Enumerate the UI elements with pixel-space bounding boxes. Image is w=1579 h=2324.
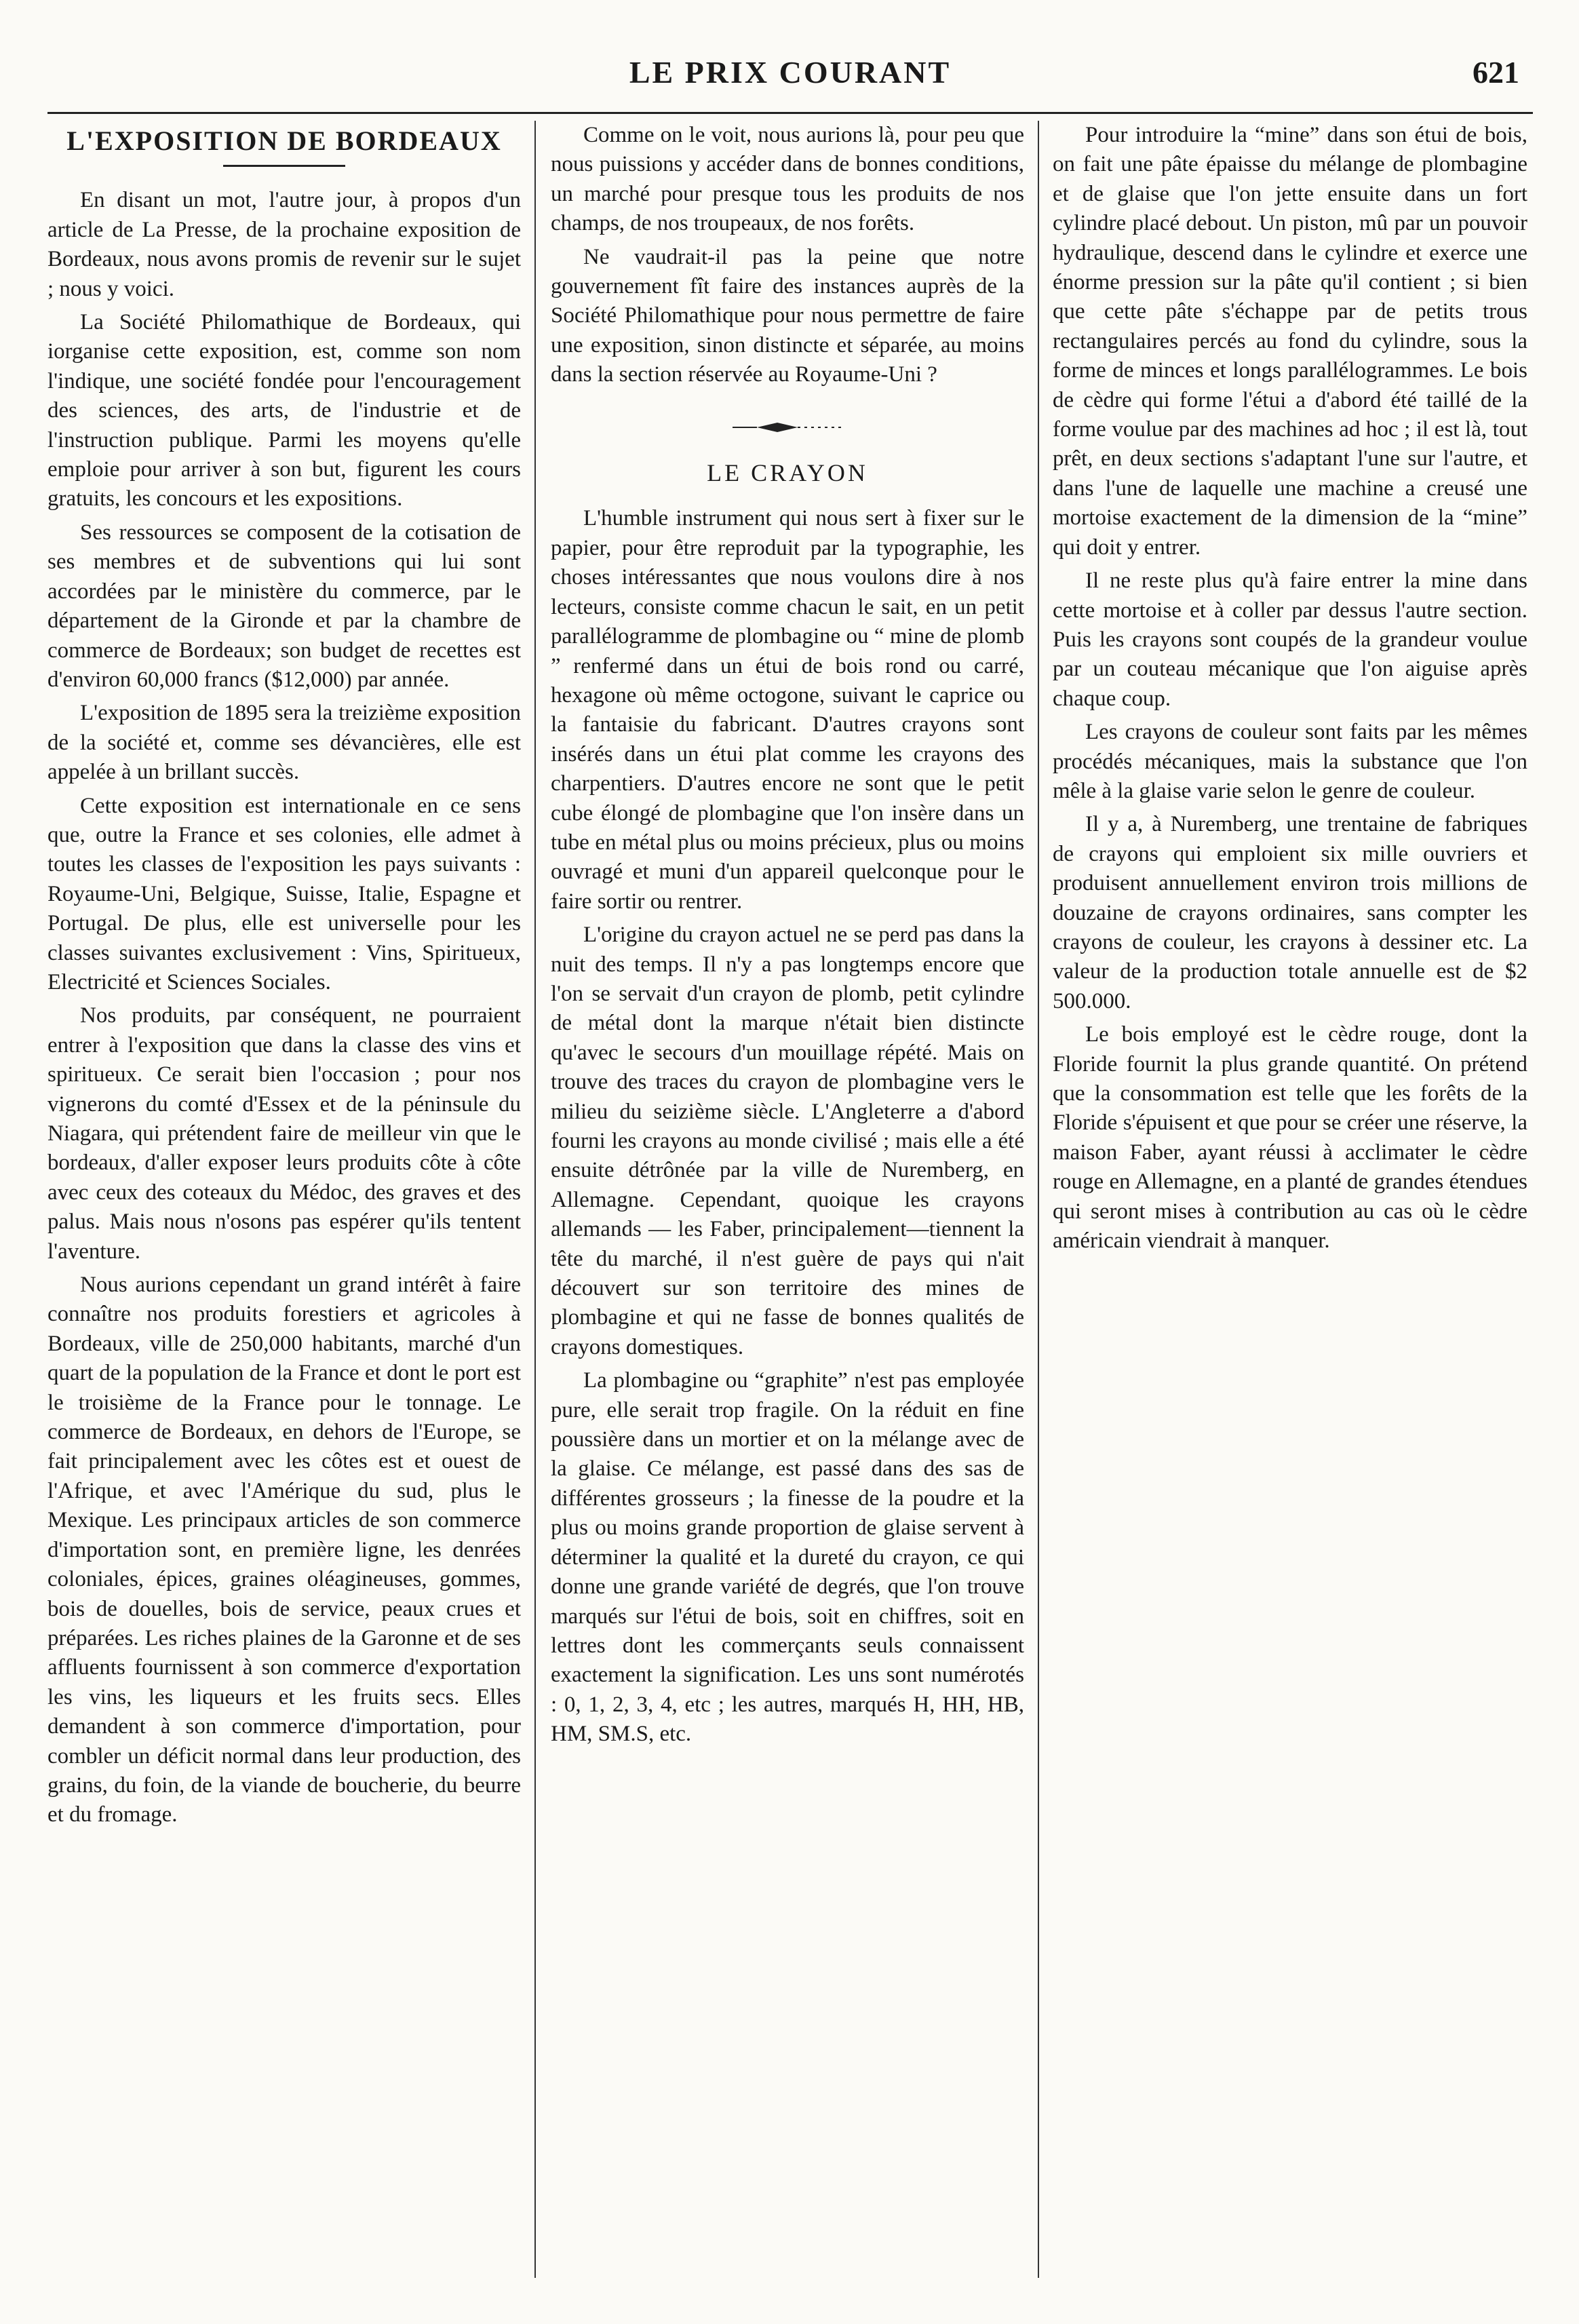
paragraph: L'origine du crayon actuel ne se perd pas dans la nuit des temps. Il n'y a pas longtemps encore que l'on se servait d'un crayon de plomb, petit cylindre de métal dont la marque n'était bien distincte qu'avec le secours d'un mouillage répété. Mais on trouve des traces du crayon de plombagine vers le milieu du seizième siècle. L'Angleterre a d'abord fourni les crayons au monde civilisé ; mais elle a été ensuite détrônée par la ville de Nuremberg, en Allemagne. Cependant, quoique les crayons allemands — les Faber, principalement—tiennent la tête du marché, il n'est guère de pays qui n'ait découvert sur son territoire des mines de plombagine et qui ne fasse de bonnes qualités de crayons domestiques. <box>551 923 1024 1359</box>
section-title-exposition: L'EXPOSITION DE BORDEAUX <box>66 125 502 156</box>
paragraph: Le bois employé est le cèdre rouge, dont la Floride fournit la plus grande quantité. On prétend que la consommation est telle que les forêts de la Floride s'épuisent et que pour se créer une réserve, la maison Faber, ayant réussi à acclimater le cèdre rouge en Allemagne, en a planté de grandes étendues qui seront mises à contribution au cas où le cèdre américain viendrait à manquer. <box>1053 1022 1527 1254</box>
column-2 <box>551 121 1024 2285</box>
newspaper-title: LE PRIX COURANT <box>629 55 952 90</box>
paragraph: Pour introduire la “mine” dans son étui de bois, on fait une pâte épaisse du mélange de plombagine et de glaise que l'on jette ensuite dans un fort cylindre placé debout. Un piston, mû par un pouvoir hydraulique, descend dans le cylindre et exerce une énorme pression sur la pâte qu'il contient ; si bien que cette pâte s'échappe par de petits trous rectangulaires percés au fond du cylindre, sous la forme de minces et longs parallélogrammes. Le bois de cèdre qui forme l'étui a d'abord été taillé de la forme voulue par des machines ad hoc ; il est là, tout prêt, en deux sections s'adaptant l'une sur l'autre, et dans l'une de laquelle une machine a creusé une mortoise exactement de la dimension de la “mine” qui doit y entrer. <box>1053 123 1527 560</box>
column-divider <box>534 121 536 2278</box>
page-header <box>47 47 1533 115</box>
paragraph: L'exposition de 1895 sera la treizième exposition de la société et, comme ses dévancières, elle est appelée à un brillant succès. <box>47 701 521 785</box>
column-divider <box>1038 121 1039 2278</box>
paragraph: La plombagine ou “graphite” n'est pas employée pure, elle serait trop fragile. On la réduit en fine poussière dans un mortier et on la mélange avec de la glaise. Ce mélange, est passé dans des sas de différentes grosseurs ; la finesse de la poudre et la plus ou moins grande proportion de glaise servent à déterminer la qualité et la dureté du crayon, ce qui donne une grande variété de degrés, que l'on trouve marqués sur l'étui de bois, soit en chiffres, soit en lettres dont les commerçants seuls connaissent exactement la signification. Les uns sont numérotés : 0, 1, 2, 3, 4, etc ; les autres, marqués H, HH, HB, HM, SM.S, etc. <box>551 1368 1024 1747</box>
paragraph: Il y a, à Nuremberg, une trentaine de fabriques de crayons qui emploient six mille ouvriers et produisent annuellement environ trois millions de douzaine de crayons ordinaires, sans compter les crayons de couleur, les crayons à dessiner etc. La valeur de la production totale annuelle est de $2 500.000. <box>1053 812 1527 1013</box>
paragraph: En disant un mot, l'autre jour, à propos d'un article de La Presse, de la prochaine exposition de Bordeaux, nous avons promis de revenir sur le sujet ; nous y voici. <box>47 188 521 301</box>
paragraph: La Société Philomathique de Bordeaux, qui iorganise cette exposition, est, comme son nom l'indique, une société fondée pour l'encouragement des sciences, des arts, de l'industrie et de l'instruction publique. Parmi les moyens qu'elle emploie pour arriver à son but, figurent les cours gratuits, les concours et les expositions. <box>47 310 521 511</box>
column-3 <box>1053 121 1527 2285</box>
title-rule <box>223 165 345 167</box>
header-rule <box>47 112 1533 114</box>
column-1 <box>47 121 521 2285</box>
section-separator-ornament <box>551 414 1024 444</box>
paragraph: Nous aurions cependant un grand intérêt à faire connaître nos produits forestiers et agricoles à Bordeaux, ville de 250,000 habitants, marché d'un quart de la population de la France et dont le port est le troisième de la France pour le tonnage. Le commerce de Bordeaux, en dehors de l'Europe, se fait principalement avec les côtes est et ouest de l'Afrique, et avec l'Amérique du sud, plus le Mexique. Les principaux articles de son commerce d'importation sont, en première ligne, les denrées coloniales, épices, graines oléagineuses, gommes, bois de douelles, bois de service, peaux crues et préparées. Les riches plaines de la Garonne et de ses affluents fournissent à son commerce d'exportation les vins, les liqueurs et les fruits secs. Elles demandent à son commerce d'importation, pour combler un déficit normal dans leur production, des grains, du foin, de la viande de boucherie, du beurre et du fromage. <box>47 1273 521 1827</box>
page-number: 621 <box>1473 55 1519 90</box>
paragraph: Ses ressources se composent de la cotisation de ses membres et de subventions qui lui sont accordées par le ministère du commerce, par le département de la Gironde et par la chambre de commerce de Bordeaux; son budget de recettes est d'environ 60,000 francs ($12,000) par année. <box>47 520 521 692</box>
paragraph: Nos produits, par conséquent, ne pourraient entrer à l'exposition que dans la classe des vins et spiritueux. Ce serait bien l'occasion ; pour nos vignerons du comté d'Essex et de la péninsule du Niagara, qui prétendent faire de meilleur vin que le bordeaux, d'aller exposer leurs produits côte à côte avec ceux des coteaux du Médoc, des graves et des palus. Mais nous n'osons pas espérer qu'ils tentent l'aventure. <box>47 1003 521 1264</box>
paragraph: Ne vaudrait-il pas la peine que notre gouvernement fît faire des instances auprès de la Société Philomathique pour nous permettre de faire une exposition, sinon distincte et séparée, au moins dans la section réservée au Royaume-Uni ? <box>551 244 1024 387</box>
paragraph: Les crayons de couleur sont faits par les mêmes procédés mécaniques, mais la substance que l'on mêle à la glaise varie selon le genre de couleur. <box>1053 720 1527 803</box>
section-title-crayon: LE CRAYON <box>707 459 868 487</box>
paragraph: L'humble instrument qui nous sert à fixer sur le papier, pour être reproduit par la typographie, les choses intéressantes que nous voulons dire à nos lecteurs, consiste comme chacun le sait, en un petit parallélogramme de plombagine ou “ mine de plomb ” renfermé dans un étui de bois rond ou carré, hexagone où même octogone, suivant le caprice ou la fantaisie du fabricant. D'autres crayons sont insérés dans un étui plat comme les crayons des charpentiers. D'autres encore ne sont que le petit cube élongé de plombagine que l'on insère dans un tube en métal plus ou moins précieux, plus ou moins ouvragé et muni d'un appareil quelconque pour le faire sortir ou rentrer. <box>551 506 1024 914</box>
paragraph: Il ne reste plus qu'à faire entrer la mine dans cette mortoise et à coller par dessus l'autre section. Puis les crayons sont coupés de la grandeur voulue par un couteau mécanique que l'on aiguise après chaque coup. <box>1053 568 1527 711</box>
newspaper-page <box>47 34 1533 2293</box>
paragraph: Cette exposition est internationale en ce sens que, outre la France et ses colonies, elle admet à toutes les classes de l'exposition les pays suivants : Royaume-Uni, Belgique, Suisse, Italie, Espagne et Portugal. De plus, elle est universelle pour les classes suivantes exclusivement : Vins, Spiritueux, Electricité et Sciences Sociales. <box>47 793 521 994</box>
paragraph: Comme on le voit, nous aurions là, pour peu que nous puissions y accéder dans de bonnes conditions, un marché pour presque tous les produits de nos champs, de nos troupeaux, de nos forêts. <box>551 123 1024 236</box>
